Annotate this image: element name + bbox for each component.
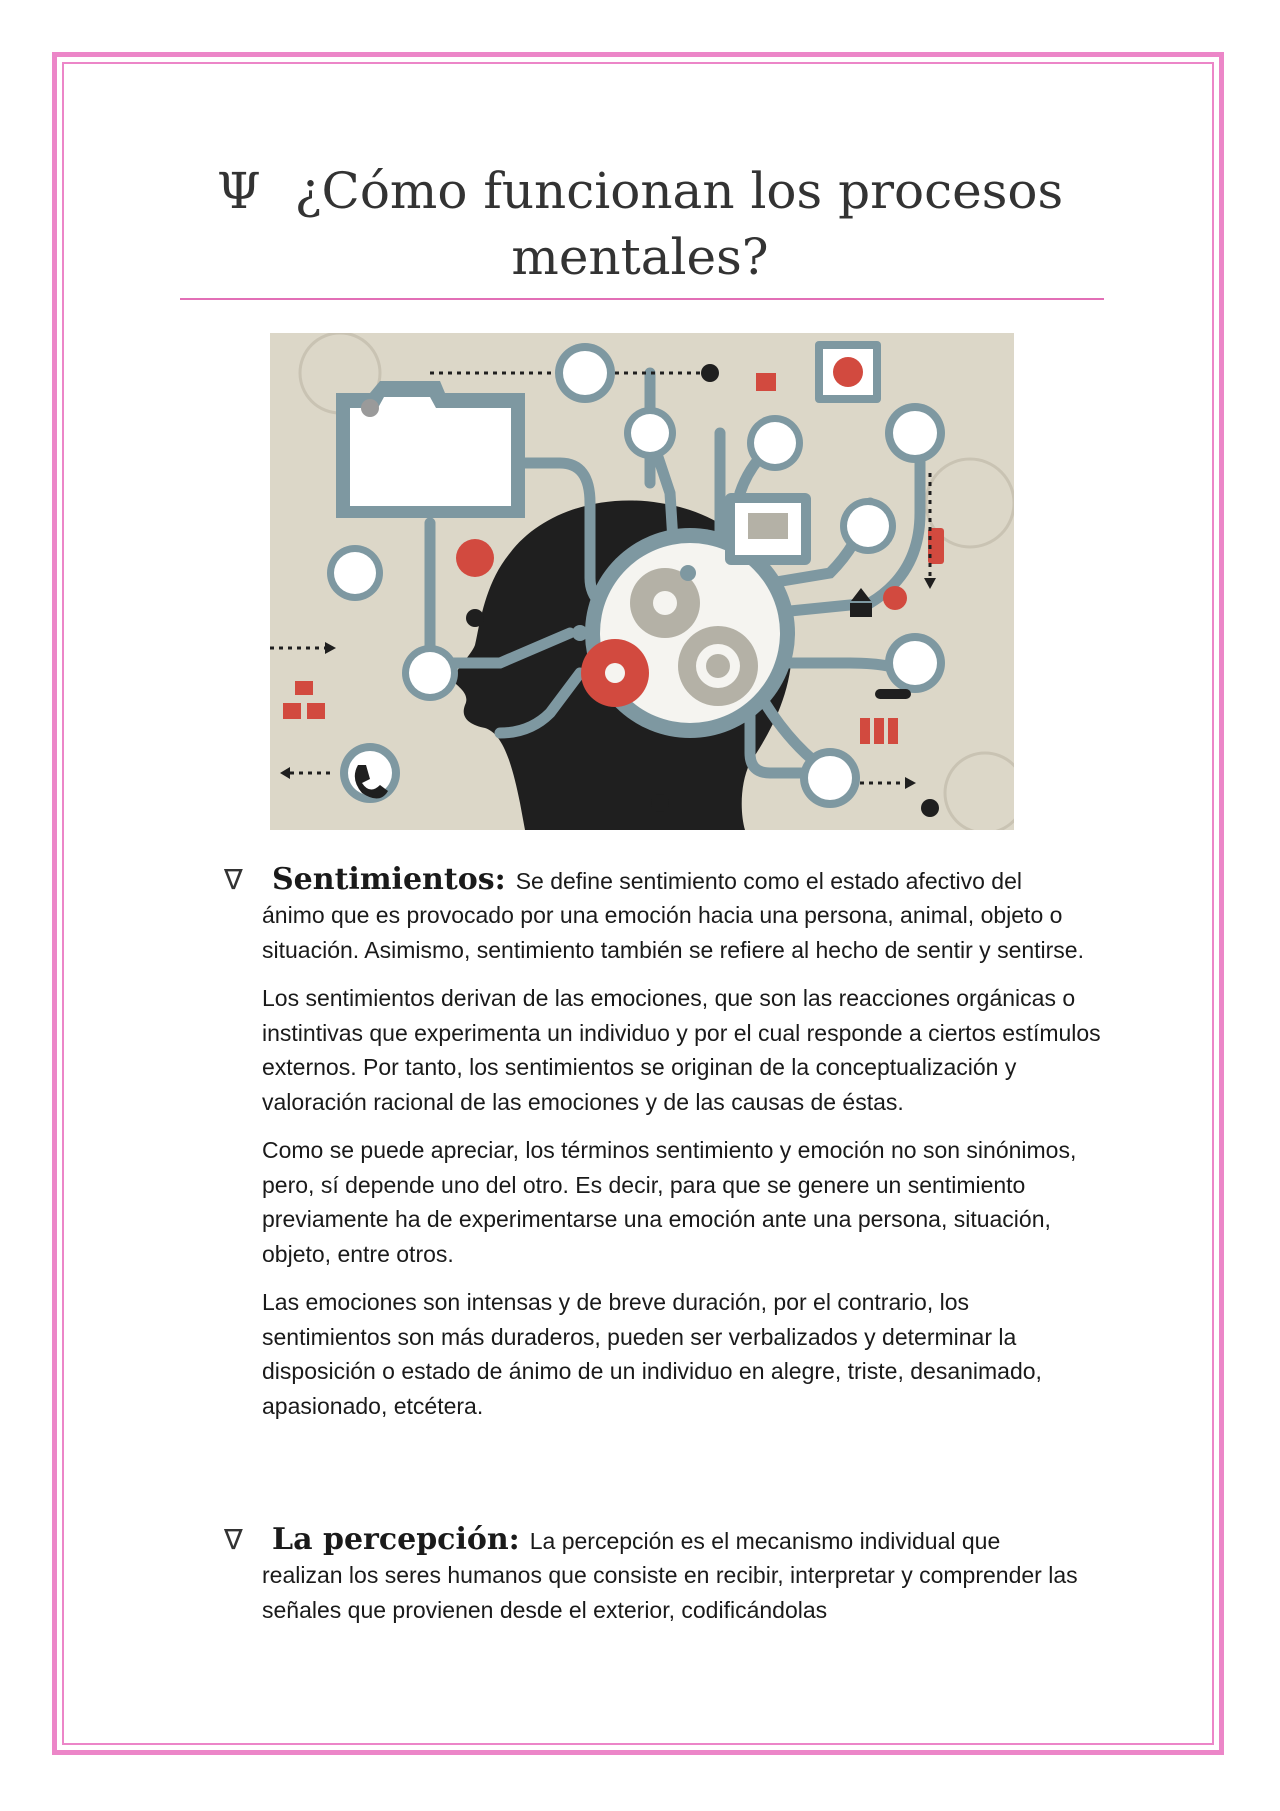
paragraph: Como se puede apreciar, los términos sentimiento y emoción no son sinónimos, pero, sí depende uno del otro. Es decir, para que se genere un sentimiento previamente ha de experimentarse una emoción ante una persona, situación, objeto, entre otros. — [262, 1137, 1077, 1267]
paragraph: Los sentimientos derivan de las emociones, que son las reacciones orgánicas o instintivas que experimenta un individuo y por el cual responde a ciertos estímulos externos. Por tanto, los sentimientos se originan de la conceptualización y valoración racional de las emociones y de las causas de éstas. — [262, 985, 1101, 1115]
section-lead-text: Se define sentimiento como el estado afectivo del — [515, 868, 1022, 894]
brain-illustration — [270, 333, 1014, 830]
section-sentimientos — [224, 862, 1104, 1423]
title-underline — [180, 298, 1104, 300]
section-heading-row — [224, 1522, 1104, 1558]
section-title: La percepción: — [272, 1522, 520, 1557]
section-heading-row — [224, 862, 1104, 898]
section-percepcion — [224, 1522, 1104, 1627]
section-lead-continuation: realizan los seres humanos que consiste en recibir, interpretar y comprender las señales que provienen desde el exterior, codificándolas — [262, 1562, 1078, 1623]
triangle-bullet-icon: ∇ — [224, 863, 243, 896]
triangle-bullet-icon: ∇ — [224, 1523, 243, 1556]
paragraph: Las emociones son intensas y de breve duración, por el contrario, los sentimientos son más duraderos, pueden ser verbalizados y determinar la disposición o estado de ánimo de un individuo en alegre, triste, desanimado, apasionado, etcétera. — [262, 1289, 1042, 1419]
section-lead-text: La percepción es el mecanismo individual que — [529, 1528, 1001, 1554]
section-title: Sentimientos: — [272, 862, 506, 897]
section-lead-continuation: ánimo que es provocado por una emoción hacia una persona, animal, objeto o situación. Asimismo, sentimiento también se refiere al hecho de sentir y sentirse. — [262, 902, 1084, 963]
page-title-text: ¿Cómo funcionan los procesos mentales? — [294, 162, 1064, 286]
page-title — [180, 158, 1100, 290]
psi-symbol: Ψ — [216, 162, 261, 220]
